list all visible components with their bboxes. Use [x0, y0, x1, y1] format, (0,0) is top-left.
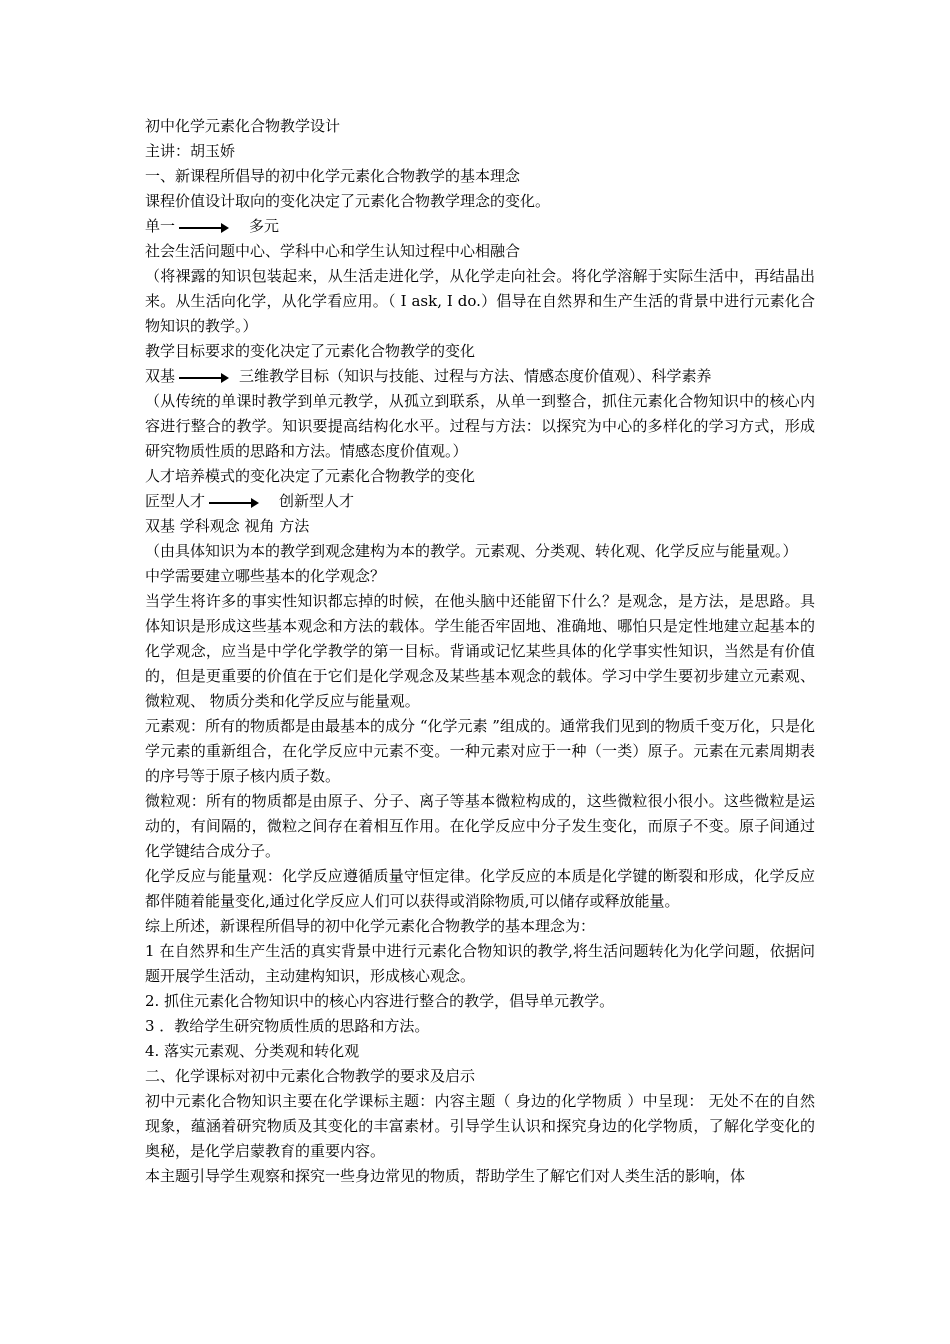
- section-1-heading: 一、新课程所倡导的初中化学元素化合物教学的基本理念: [145, 167, 521, 185]
- right-arrow-icon: [209, 502, 257, 504]
- change-2-from: 双基: [145, 367, 176, 385]
- change-2-note: （从传统的单课时教学到单元教学，从孤立到联系，从单一到整合，抓住元素化合物知识中的核心内容进行整合的教学。知识要提高结构化水平。过程与方法：以探究为中心的多样化的学习方式，形成研究物质性质的思路和方法。情感态度价值观。）: [145, 392, 815, 460]
- paragraph-element-view: 元素观：所有的物质都是由最基本的成分 “化学元素 ”组成的。通常我们见到的物质千变万化，只是化学元素的重新组合，在化学反应中元素不变。一种元素对应于一种（一类）原子。元素在元素周期表的序号等于原子核内质子数。: [145, 717, 815, 785]
- paragraph-section-2-intro: 初中元素化合物知识主要在化学课标主题：内容主题（ 身边的化学物质 ）中呈现： 无处不在的自然现象，蕴涵着研究物质及其变化的丰富素材。引导学生认识和探究身边的化学物质，了解化学变化的奥秘，是化学启蒙教育的重要内容。: [145, 1092, 815, 1160]
- change-3-arrow-row: [145, 489, 815, 514]
- right-arrow-icon: [179, 227, 227, 229]
- paragraph-energy-view: 化学反应与能量观：化学反应遵循质量守恒定律。化学反应的本质是化学键的断裂和形成，化学反应都伴随着能量变化,通过化学反应人们可以获得或消除物质,可以储存或释放能量。: [145, 867, 815, 910]
- document-page: [145, 114, 815, 1189]
- list-item: 3 ．教给学生研究物质性质的思路和方法。: [145, 1017, 430, 1035]
- change-1-arrow-row: [145, 214, 815, 239]
- change-2-arrow-row: [145, 364, 815, 389]
- list-item: 2. 抓住元素化合物知识中的核心内容进行整合的教学，倡导单元教学。: [145, 992, 615, 1010]
- change-1-to: 多元: [249, 217, 280, 235]
- document-title: 初中化学元素化合物教学设计: [145, 117, 341, 135]
- list-item: 4. 落实元素观、分类观和转化观: [145, 1042, 360, 1060]
- change-2-heading: 教学目标要求的变化决定了元素化合物教学的变化: [145, 342, 476, 360]
- paragraph-concepts: 当学生将许多的事实性知识都忘掉的时候，在他头脑中还能留下什么？是观念，是方法，是思路。具体知识是形成这些基本观念和方法的载体。学生能否牢固地、准确地、哪怕只是定性地建立起基本的化学观念，应当是中学化学教学的第一目标。背诵或记忆某些具体的化学事实性知识，当然是有价值的，但是更重要的价值在于它们是化学观念及某些基本观念的载体。学习中学生要初步建立元素观、微粒观、 物质分类和化学反应与能量观。: [145, 592, 815, 710]
- presenter: 主讲：胡玉娇: [145, 142, 236, 160]
- list-item: 1 在自然界和生产生活的真实背景中进行元素化合物知识的教学,将生活问题转化为化学问题，依据问题开展学生活动，主动建构知识，形成核心观念。: [145, 942, 815, 985]
- summary: 综上所述，新课程所倡导的初中化学元素化合物教学的基本理念为：: [145, 917, 596, 935]
- paragraph-particle-view: 微粒观：所有的物质都是由原子、分子、离子等基本微粒构成的，这些微粒很小很小。这些微粒是运动的，有间隔的，微粒之间存在着相互作用。在化学反应中分子发生变化，而原子不变。原子间通过化学键结合成分子。: [145, 792, 815, 860]
- change-1-from: 单一: [145, 217, 176, 235]
- question: 中学需要建立哪些基本的化学观念？: [145, 567, 386, 585]
- change-1-note: （将裸露的知识包装起来，从生活走进化学，从化学走向社会。将化学溶解于实际生活中，再结晶出来。从生活向化学，从化学看应用。（ I ask, I do.）倡导在自然界和生产生活的背景中进行元素化合物知识的教学。）: [145, 267, 815, 335]
- section-2-heading: 二、化学课标对初中元素化合物教学的要求及启示: [145, 1067, 476, 1085]
- change-1-subheading: 社会生活问题中心、学科中心和学生认知过程中心相融合: [145, 242, 521, 260]
- change-3-subheading: 双基 学科观念 视角 方法: [145, 517, 310, 535]
- change-2-to: 三维教学目标（知识与技能、过程与方法、情感态度价值观）、科学素养: [239, 367, 712, 385]
- change-3-note: （由具体知识为本的教学到观念建构为本的教学。元素观、分类观、转化观、化学反应与能量观。）: [145, 542, 798, 560]
- change-3-from: 匠型人才: [145, 492, 206, 510]
- right-arrow-icon: [179, 377, 227, 379]
- paragraph-section-2-cont: 本主题引导学生观察和探究一些身边常见的物质，帮助学生了解它们对人类生活的影响，体: [145, 1167, 746, 1185]
- change-1-heading: 课程价值设计取向的变化决定了元素化合物教学理念的变化。: [145, 192, 551, 210]
- change-3-to: 创新型人才: [279, 492, 355, 510]
- change-3-heading: 人才培养模式的变化决定了元素化合物教学的变化: [145, 467, 476, 485]
